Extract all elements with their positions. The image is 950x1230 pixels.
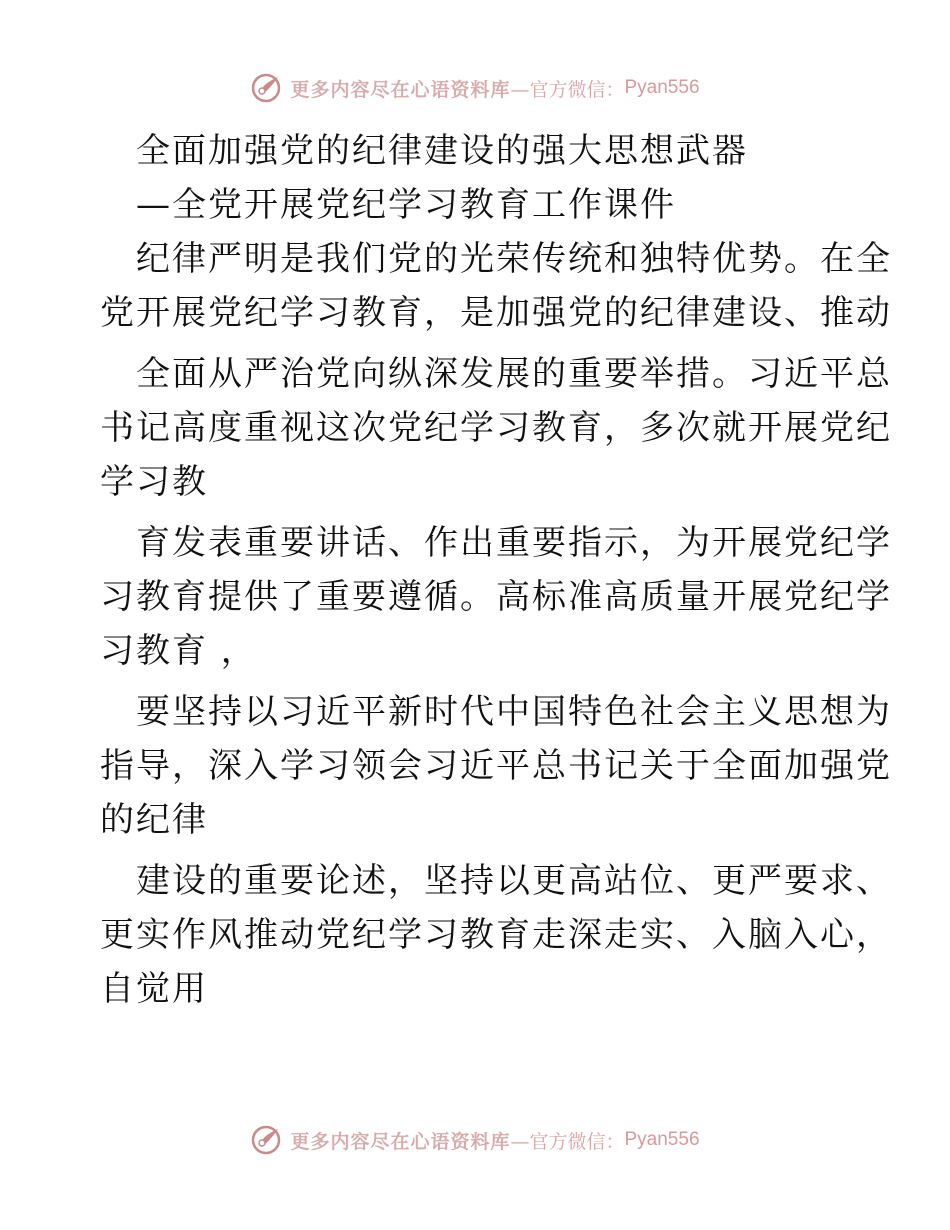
header-watermark bbox=[0, 68, 950, 108]
paragraph-line: 书记高度重视这次党纪学习教育，多次就开展党纪 bbox=[100, 408, 892, 448]
pen-logo-icon bbox=[250, 1123, 284, 1157]
paragraph-line: 习教育提供了重要遵循。高标准高质量开展党纪学 bbox=[100, 577, 892, 617]
watermark-id-text: Pyan556 bbox=[624, 1129, 700, 1150]
pen-logo-icon bbox=[250, 71, 284, 105]
paragraph-line: 学习教 bbox=[100, 462, 208, 502]
paragraph-line: 纪律严明是我们党的光荣传统和独特优势。在全 bbox=[136, 239, 892, 279]
paragraph-line: 的纪律 bbox=[100, 800, 208, 840]
watermark-main-text: 更多内容尽在心语资料库 bbox=[290, 1130, 511, 1153]
paragraph-line: 党开展党纪学习教育，是加强党的纪律建设、推动 bbox=[100, 293, 892, 333]
watermark-id-text: Pyan556 bbox=[624, 77, 700, 98]
paragraph-line: 指导，深入学习领会习近平总书记关于全面加强党 bbox=[100, 746, 892, 786]
paragraph-line: 建设的重要论述，坚持以更高站位、更严要求、 bbox=[136, 861, 892, 901]
watermark-main-text: 更多内容尽在心语资料库 bbox=[290, 78, 511, 101]
paragraph-line: 全面从严治党向纵深发展的重要举措。习近平总 bbox=[136, 354, 892, 394]
document-title: 全面加强党的纪律建设的强大思想武器 bbox=[136, 131, 748, 171]
footer-watermark bbox=[0, 1120, 950, 1160]
paragraph-line: 育发表重要讲话、作出重要指示，为开展党纪学 bbox=[136, 523, 892, 563]
paragraph-line: 自觉用 bbox=[100, 969, 208, 1009]
watermark-sub-text: —官方微信： bbox=[510, 78, 625, 101]
document-body bbox=[100, 124, 892, 1016]
paragraph-line: 要坚持以习近平新时代中国特色社会主义思想为 bbox=[136, 692, 892, 732]
paragraph-line: 更实作风推动党纪学习教育走深走实、入脑入心， bbox=[100, 915, 892, 955]
watermark-sub-text: —官方微信： bbox=[510, 1130, 625, 1153]
paragraph-line: 习教育 ， bbox=[100, 631, 257, 671]
document-subtitle: —全党开展党纪学习教育工作课件 bbox=[136, 185, 676, 225]
